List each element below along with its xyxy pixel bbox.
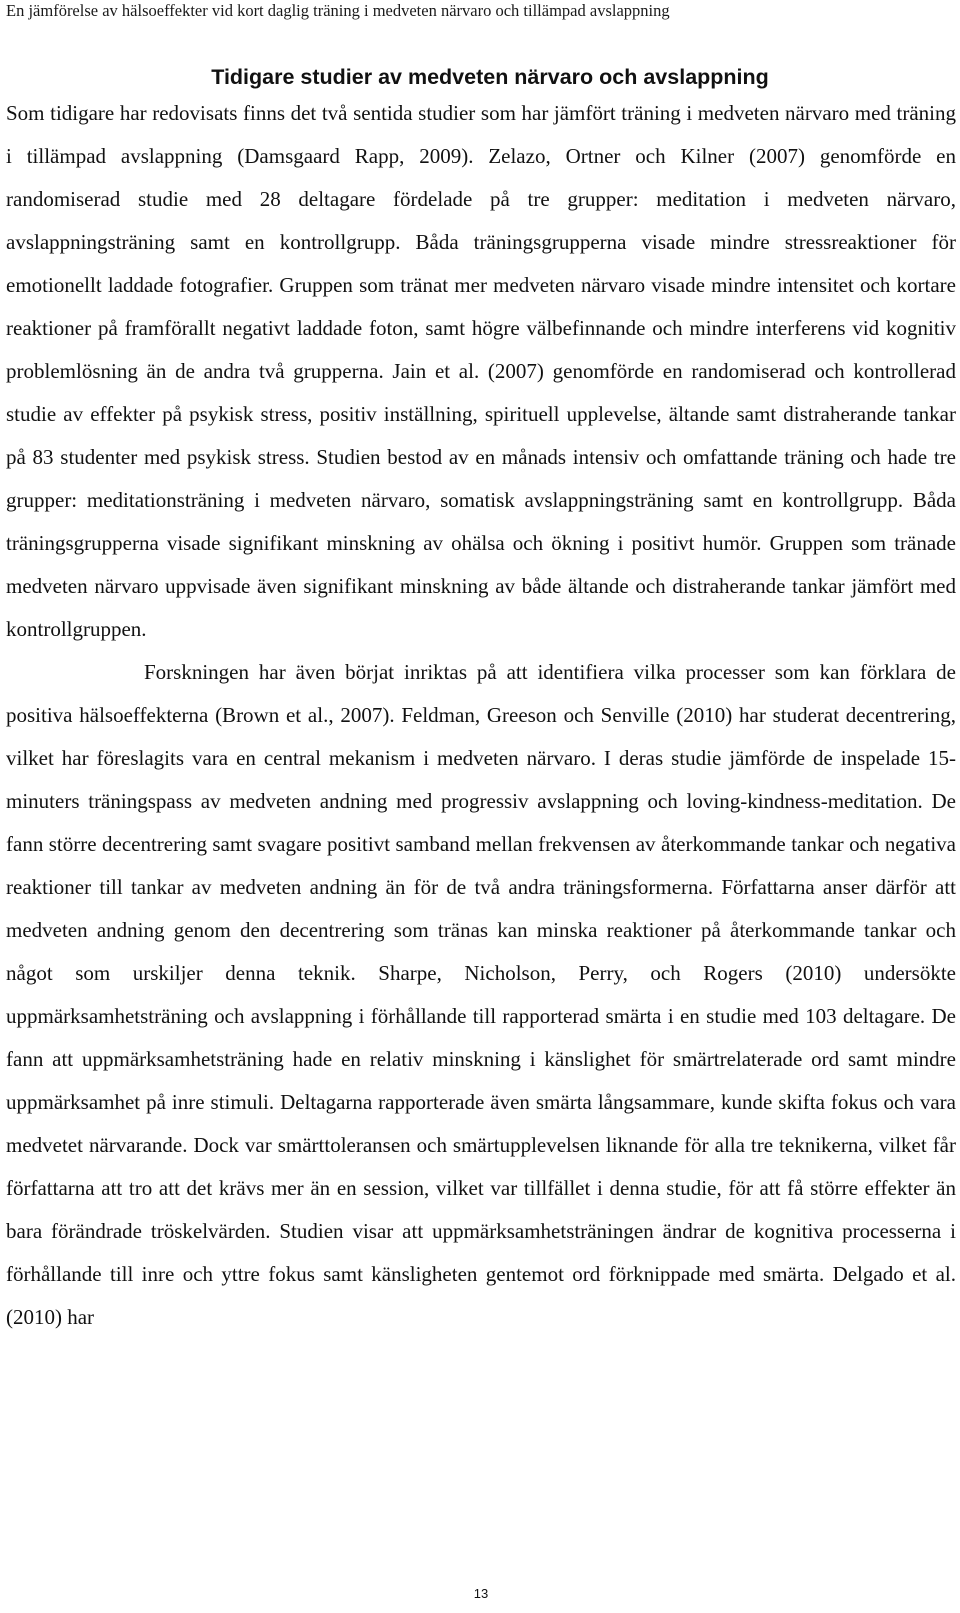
page-number bbox=[0, 1586, 960, 1602]
page-number-text: 13 bbox=[473, 1586, 489, 1601]
section-heading: Tidigare studier av medveten närvaro och avslappning bbox=[211, 65, 769, 89]
document-body bbox=[6, 63, 956, 1339]
paragraph-mechanisms: Forskningen har även börjat inriktas på att identifiera vilka processer som kan förklara de positiva hälsoeffekterna (Brown et al., 2007). Feldman, Greeson och Senville (2010) har studerat decentrering, vilket har föreslagits vara en central mekanism i medveten närvaro. I deras studie jämförde de inspelade 15-minuters träningspass av medveten andning med progressiv avslappning och loving-kindness-meditation. De fann större decentrering samt svagare positivt samband mellan frekvensen av återkommande tankar och negativa reaktioner till tankar av medveten andning än för de två andra träningsformerna. Författarna anser därför att medveten andning genom den decentrering som tränas kan minska reaktioner på återkommande tankar och något som urskiljer denna teknik. Sharpe, Nicholson, Perry, och Rogers (2010) undersökte uppmärksamhetsträning och avslappning i förhållande till rapporterad smärta i en studie med 103 deltagare. De fann att uppmärksamhetsträning hade en relativ minskning i känslighet för smärtrelaterade ord samt mindre uppmärksamhet på inre stimuli. Deltagarna rapporterade även smärta långsammare, kunde skifta fokus och vara medvetet närvarande. Dock var smärttoleransen och smärtupplevelsen liknande för alla tre teknikerna, vilket får författarna att tro att det krävs mer än en session, vilket var tillfället i denna studie, för att få större effekter än bara förändrade tröskelvärden. Studien visar att uppmärksamhetsträningen ändrar de kognitiva processerna i förhållande till inre och yttre fokus samt känsligheten gentemot ord förknippade med smärta. Delgado et al. (2010) har bbox=[6, 660, 956, 1329]
running-header: En jämförelse av hälsoeffekter vid kort daglig träning i medveten närvaro och tillämpad avslappning bbox=[6, 1, 670, 20]
paragraph-previous-studies: Som tidigare har redovisats finns det två sentida studier som har jämfört träning i medveten närvaro med träning i tillämpad avslappning (Damsgaard Rapp, 2009). Zelazo, Ortner och Kilner (2007) genomförde en randomiserad studie med 28 deltagare fördelade på tre grupper: meditation i medveten närvaro, avslappningsträning samt en kontrollgrupp. Båda träningsgrupperna visade mindre stressreaktioner för emotionellt laddade fotografier. Gruppen som tränat mer medveten närvaro visade mindre intensitet och kortare reaktioner på framförallt negativt laddade foton, samt högre välbefinnande och mindre interferens vid kognitiv problemlösning än de andra två grupperna. Jain et al. (2007) genomförde en randomiserad och kontrollerad studie av effekter på psykisk stress, positiv inställning, spirituell upplevelse, ältande samt distraherande tankar på 83 studenter med psykisk stress. Studien bestod av en månads intensiv och omfattande träning och hade tre grupper: meditationsträning i medveten närvaro, somatisk avslappningsträning samt en kontrollgrupp. Båda träningsgrupperna visade signifikant minskning av ohälsa och ökning i positivt humör. Gruppen som tränade medveten närvaro uppvisade även signifikant minskning av både ältande och distraherande tankar jämfört med kontrollgruppen. bbox=[6, 101, 956, 641]
